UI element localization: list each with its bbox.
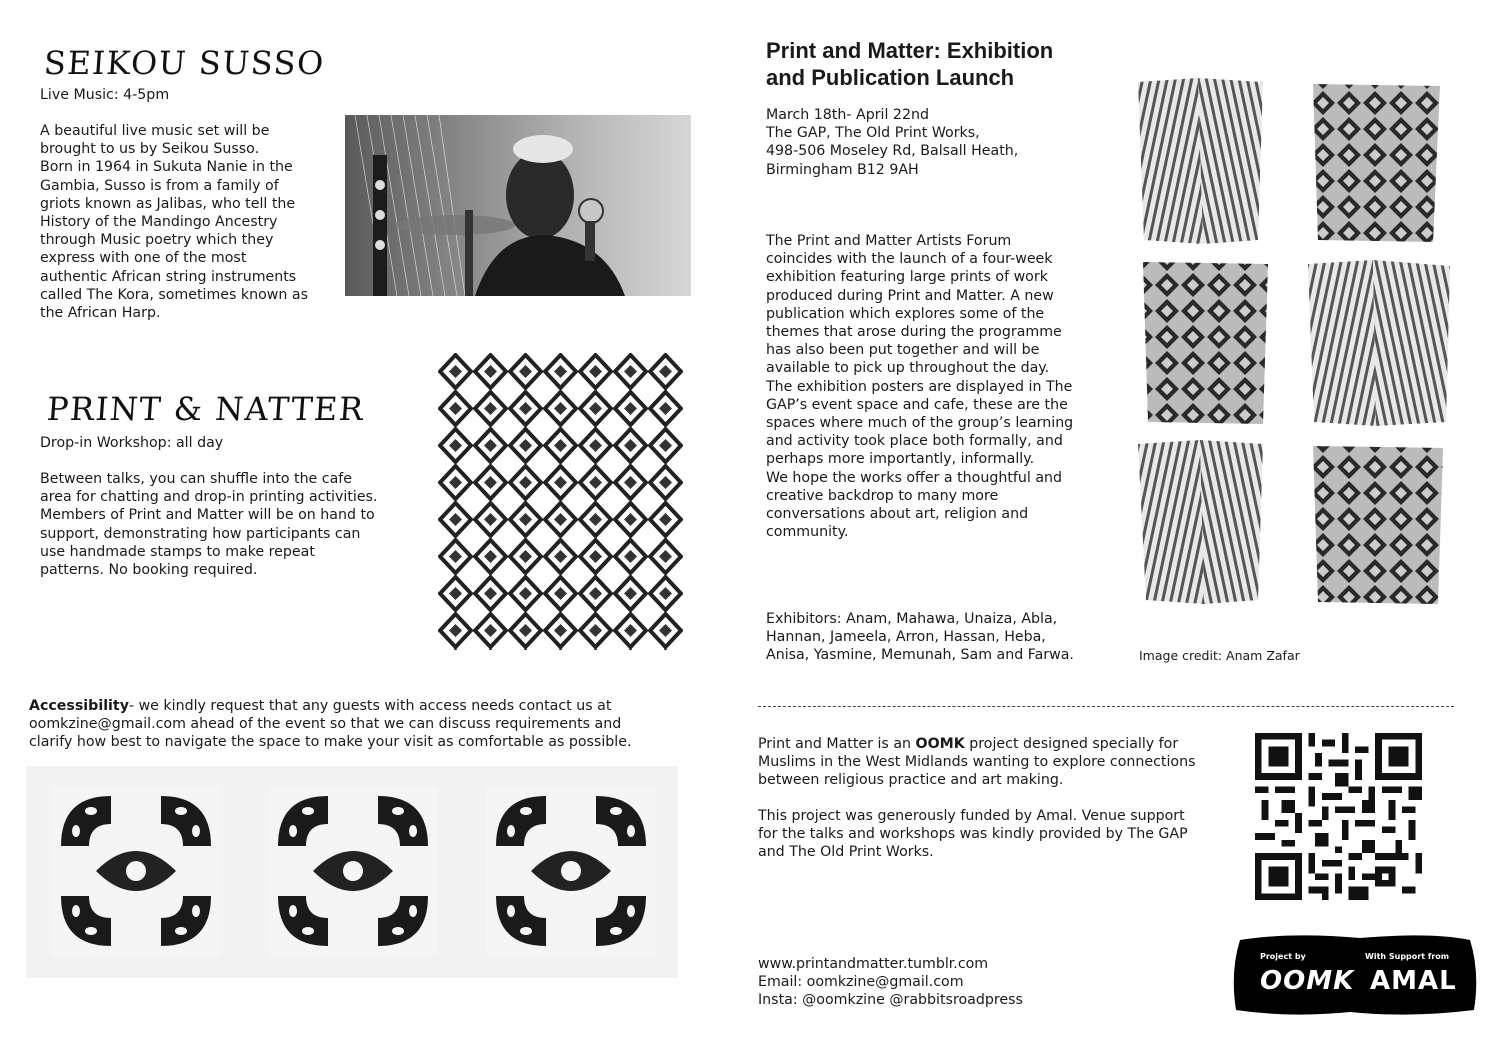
exhibitors-list: Exhibitors: Anam, Mahawa, Unaiza, Abla, Hannan, Jameela, Arron, Hassan, Heba, Anisa, Yasmine, Memunah, Sam and Farwa.: [766, 611, 1074, 664]
accessibility-text: [29, 697, 689, 752]
exhibition-title: Print and Matter: Exhibition and Publication Launch: [766, 38, 1054, 90]
accessibility-body: - we kindly request that any guests with access needs contact us at oomkzine@gmail.com ahead of the event so that we can discuss requirements and clarify how best to navigate the space to make your visit as comfortable as possible.: [29, 698, 632, 751]
workshop-title: PRINT & NATTER: [45, 390, 366, 428]
oomk-logo: OOMK: [1260, 966, 1355, 996]
qr-code-icon[interactable]: [1255, 733, 1422, 900]
about-pre: Print and Matter is an: [758, 736, 916, 752]
email-contact[interactable]: Email: oomkzine@gmail.com: [758, 974, 964, 990]
website-link[interactable]: www.printandmatter.tumblr.com: [758, 956, 989, 972]
funding-text: This project was generously funded by Amal. Venue support for the talks and workshops was kindly provided by The GAP and The Old Print Works.: [758, 808, 1188, 861]
about-text: [758, 735, 1238, 790]
exhibition-body: The Print and Matter Artists Forum coincides with the launch of a four-week exhibition featuring large prints of work produced during Print and Matter. A new publication which explores some of the themes that arose during the programme has also been put together and will be available to pick up throughout the day. The exhibition posters are displayed in The GAP’s event space and cafe, these are the spaces where much of the group’s learning and activity took place both formally, and perhaps more importantly, informally. We hope the works offer a thoughtful and creative backdrop to many more conversations about art, religion and community.: [766, 233, 1074, 541]
workshop-subtitle: Drop-in Workshop: all day: [40, 435, 224, 451]
tile-prints-image: [26, 766, 678, 978]
performer-photo: [345, 115, 691, 296]
accessibility-label: Accessibility: [29, 698, 129, 714]
amal-logo: AMAL: [1370, 966, 1457, 996]
workshop-body: Between talks, you can shuffle into the cafe area for chatting and drop-in printing activities. Members of Print and Matter will be on hand to support, demonstrating how participants can use handmade stamps to make repeat patterns. No booking required.: [40, 471, 378, 579]
seikou-subtitle: Live Music: 4-5pm: [40, 87, 170, 103]
seikou-body: A beautiful live music set will be brought to us by Seikou Susso. Born in 1964 in Sukuta Nanie in the Gambia, Susso is from a family of griots known as Jalibas, who tell the History of the Mandingo Ancestry through Music poetry which they express with one of the most authentic African string instruments called The Kora, sometimes known as the African Harp.: [40, 123, 308, 322]
insta-contact[interactable]: Insta: @oomkzine @rabbitsroadpress: [758, 992, 1023, 1008]
sponsor-badge: [1230, 932, 1480, 1016]
support-from-label: With Support from: [1365, 952, 1450, 961]
image-credit: Image credit: Anam Zafar: [1139, 648, 1300, 663]
section-divider: [758, 706, 1454, 707]
project-by-label: Project by: [1260, 952, 1306, 961]
about-post: project designed specially for Muslims in the West Midlands wanting to explore connections between religious practice and art making.: [758, 736, 1196, 789]
exhibition-prints-image: [1128, 64, 1463, 614]
seikou-title: SEIKOU SUSSO: [42, 44, 327, 82]
exhibition-details: March 18th- April 22nd The GAP, The Old Print Works, 498-506 Moseley Rd, Balsall Heath, Birmingham B12 9AH: [766, 107, 1019, 178]
diamond-print-image: [438, 353, 683, 650]
oomk-bold: OOMK: [915, 736, 965, 752]
